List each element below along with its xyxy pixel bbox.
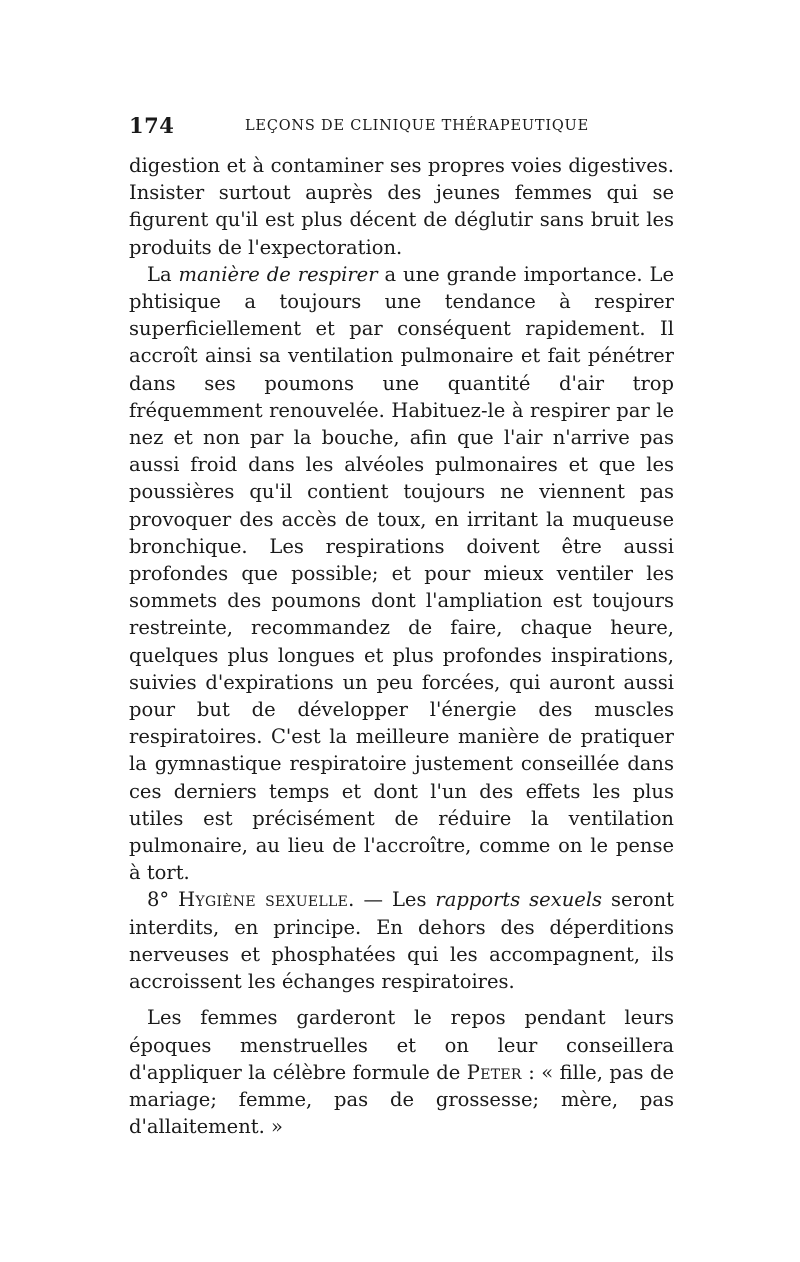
author-name: Peter xyxy=(466,1060,522,1084)
section-heading: Hygiène sexuelle. xyxy=(178,888,355,912)
paragraph-4 xyxy=(129,1004,674,1140)
paragraph-3-dash: — Les xyxy=(354,888,436,912)
page-number: 174 xyxy=(129,113,175,138)
paragraph-2-text: a une grande importance. Le phtisique a toujours une tendance à respirer superficiellement et par conséquent rapidement. Il accroît ainsi sa ventilation pulmonaire et fait pénétrer dans ses poumons une quantité d'air trop fréquemment renouvelée. Habituez-le à respirer par le nez et non par la bouche, afin que l'air n'arrive pas aussi froid dans les alvéoles pulmonaires et que les poussières qu'il contient toujours ne viennent pas provoquer des accès de toux, en irritant la muqueuse bronchique. Les respirations doivent être aussi profondes que possible; et pour mieux ventiler les sommets des poumons dont l'ampliation est toujours restreinte, recommandez de faire, chaque heure, quelques plus longues et plus profondes inspirations, suivies d'expirations un peu forcées, qui auront aussi pour but de développer l'énergie des muscles respiratoires. C'est la meilleure manière de pratiquer la gymnastique respiratoire justement conseillée dans ces derniers temps et dont l'un des effets les plus utiles est précisément de réduire la ventilation pulmonaire, au lieu de l'accroître, comme on le pense à tort. xyxy=(129,262,674,885)
section-number: 8° xyxy=(147,888,179,912)
paragraph-4-start: Les femmes garderont le repos pendant leurs époques menstruelles et on leur conseillera d'appliquer la célèbre formule de xyxy=(129,1006,674,1084)
paragraph-2-emphasis: manière de respirer xyxy=(178,262,378,286)
paragraph-2-start: La xyxy=(147,262,179,286)
paragraph-2 xyxy=(129,261,674,887)
paragraph-4-text: : « fille, pas de mariage; femme, pas de grossesse; mère, pas d'allaitement. » xyxy=(129,1060,674,1139)
paragraph-3-emphasis: rapports sexuels xyxy=(435,888,603,912)
running-title: LEÇONS DE CLINIQUE THÉRAPEUTIQUE xyxy=(245,118,589,134)
body-text xyxy=(129,152,674,1140)
page-header xyxy=(125,113,675,141)
paragraph-3 xyxy=(129,886,674,995)
paragraph-1 xyxy=(129,152,674,261)
paragraph-3-text: seront interdits, en principe. En dehors des déperditions nerveuses et phosphatées qui les accompagnent, ils accroissent les échanges respiratoires. xyxy=(129,888,675,994)
paragraph-1-text: digestion et à contaminer ses propres voies digestives. Insister surtout auprès des jeunes femmes qui se figurent qu'il est plus décent de déglutir sans bruit les produits de l'expectoration. xyxy=(129,154,674,259)
